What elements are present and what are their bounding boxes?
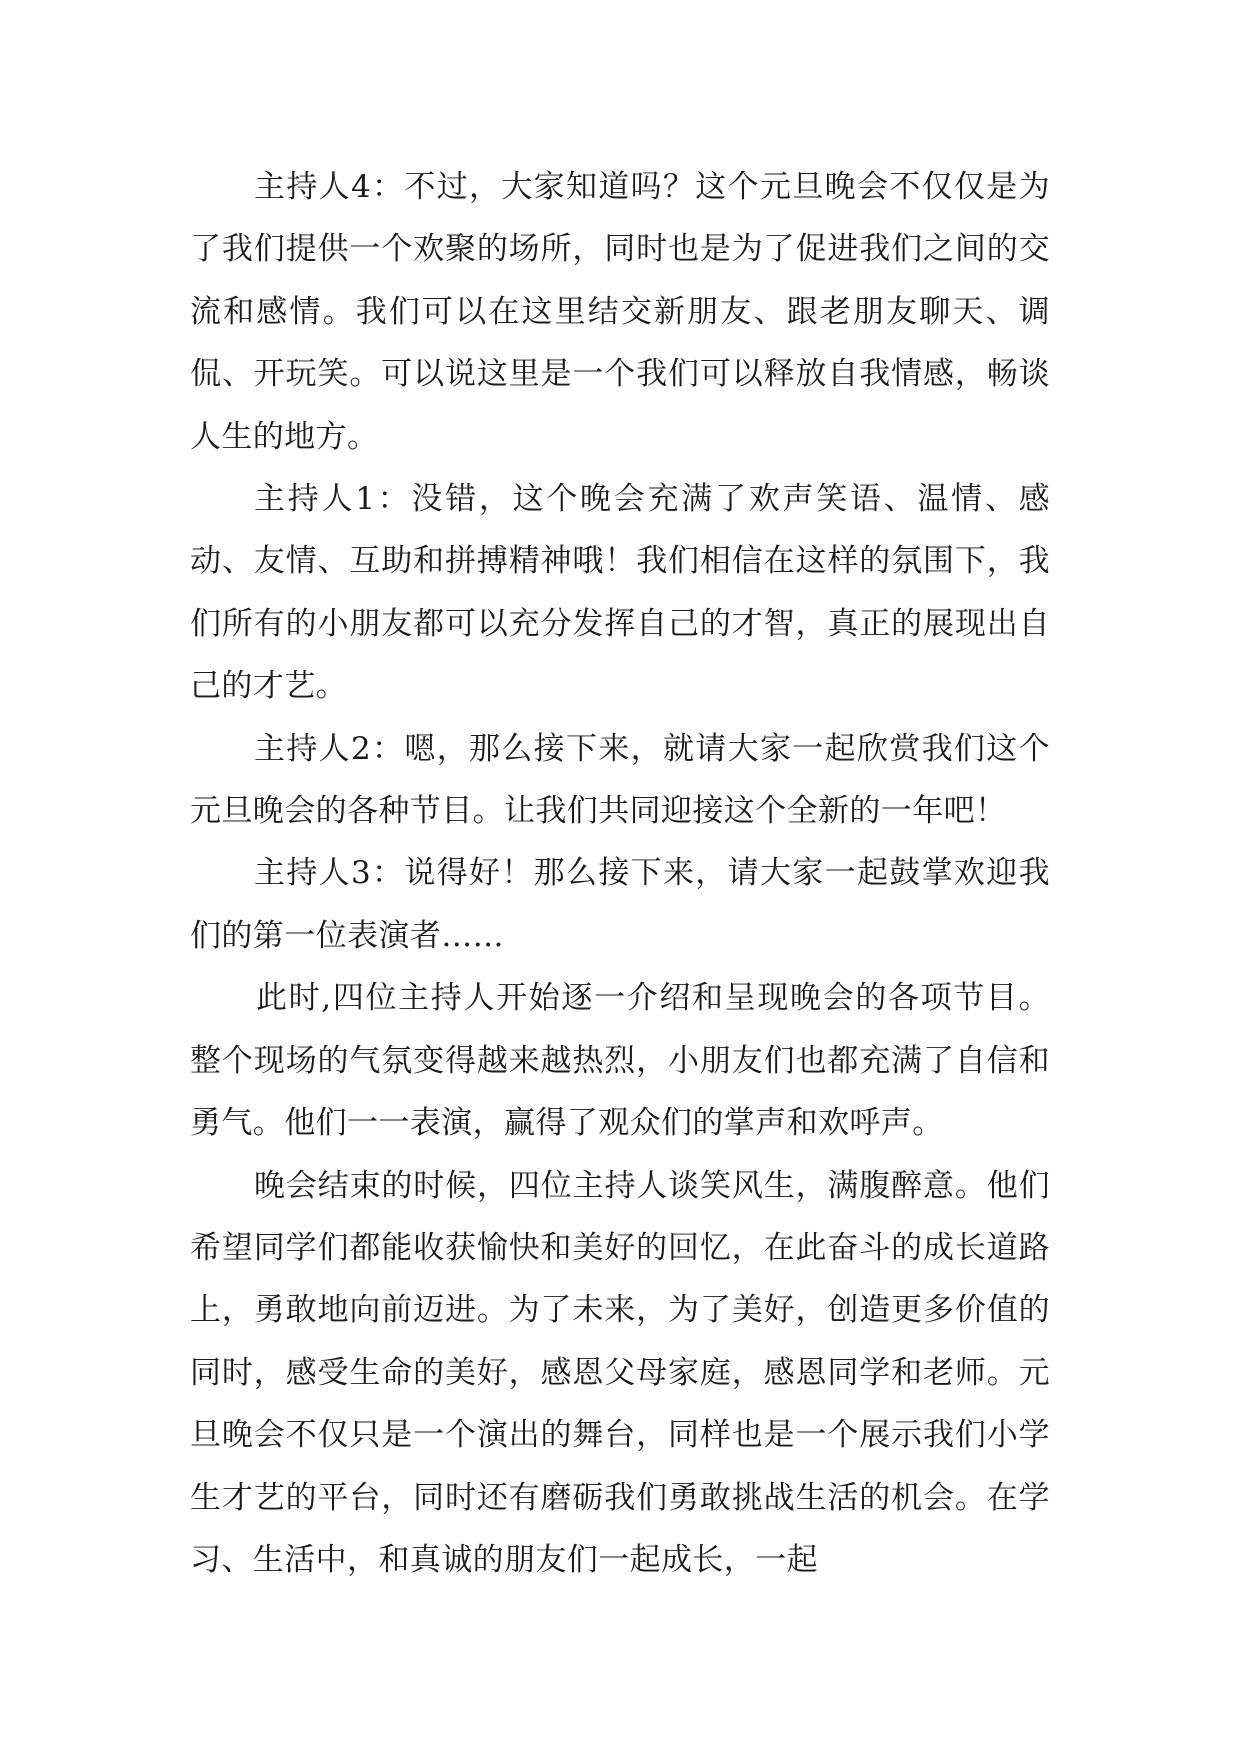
paragraph-host4: 主持人4：不过，大家知道吗？这个元旦晚会不仅仅是为了我们提供一个欢聚的场所，同时也是为了促进我们之间的交流和感情。我们可以在这里结交新朋友、跟老朋友聊天、调侃、开玩笑。可以说这里是一个我们可以释放自我情感，畅谈人生的地方。 (190, 169, 1050, 455)
paragraph-conclusion: 晚会结束的时候，四位主持人谈笑风生，满腹醉意。他们希望同学们都能收获愉快和美好的回忆，在此奋斗的成长道路上，勇敢地向前迈进。为了未来，为了美好，创造更多价值的同时，感受生命的美好，感恩父母家庭，感恩同学和老师。元旦晚会不仅只是一个演出的舞台，同样也是一个展示我们小学生才艺的平台，同时还有磨砺我们勇敢挑战生活的机会。在学习、生活中，和真诚的朋友们一起成长，一起 (190, 1167, 1050, 1578)
paragraph-narration: 此时,四位主持人开始逐一介绍和呈现晚会的各项节目。整个现场的气氛变得越来越热烈，小朋友们也都充满了自信和勇气。他们一一表演，赢得了观众们的掌声和欢呼声。 (190, 980, 1050, 1142)
paragraph-host1: 主持人1：没错，这个晚会充满了欢声笑语、温情、感动、友情、互助和拼搏精神哦！我们相信在这样的氛围下，我们所有的小朋友都可以充分发挥自己的才智，真正的展现出自己的才艺。 (190, 481, 1050, 705)
paragraph-host3: 主持人3：说得好！那么接下来，请大家一起鼓掌欢迎我们的第一位表演者…… (190, 855, 1050, 954)
paragraph-host2: 主持人2：嗯，那么接下来，就请大家一起欣赏我们这个元旦晚会的各种节目。让我们共同迎接这个全新的一年吧！ (190, 730, 1050, 830)
document-body (190, 156, 1050, 1591)
